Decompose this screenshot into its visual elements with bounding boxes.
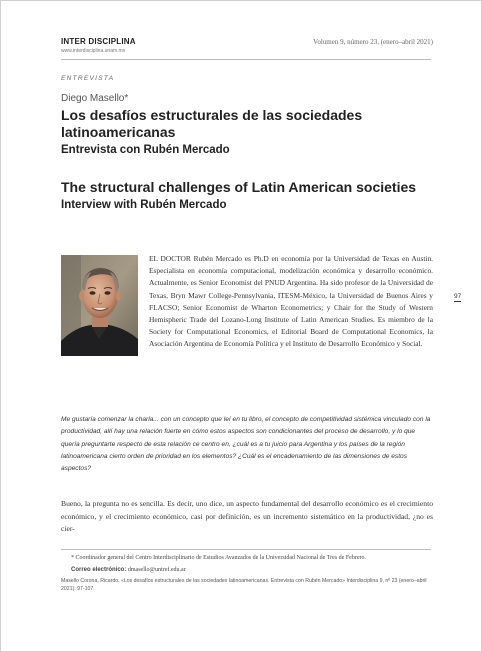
bio-paragraph xyxy=(61,253,433,359)
title-es-subtitle: Entrevista con Rubén Mercado xyxy=(61,144,230,156)
journal-name: INTER DISCIPLINA xyxy=(61,37,136,46)
photo-wrap-space xyxy=(61,253,149,359)
interview-question: Me gustaría comenzar la charla... con un concepto que leí en tu libro, el concepto de competitividad sistémica vinculado con la productividad, allí hay una relación fuerte en cómo estos aspectos son condicionantes del proceso de desarrollo, y lo que quería preguntarte respecto de esta relación ce centro en, ¿cuál es a tu juicio para Argentina y los países de la región latinoamericana cierto orden de prioridad en los elementos? ¿Cuál es el encadenamiento de las dimensiones de estos aspectos? xyxy=(61,416,431,473)
footnote-email xyxy=(61,565,433,575)
title-spanish xyxy=(61,107,421,158)
interview-answer: Bueno, la pregunta no es sencilla. Es decir, uno dice, un aspecto fundamental del desarrollo económico es el crecimiento económico, y el crecimiento económico, casi por definición, es un incremento sistemático en la productividad, ¿no es cier- xyxy=(61,499,433,533)
header-divider xyxy=(61,59,431,60)
bio-text: EL DOCTOR Rubén Mercado es Ph.D en economía por la Universidad de Texas en Austin. Especialista en economía computacional, modelización económica y desarrollo económico. Actualmente, es Senior Economist del PNUD Argentina. Ha sido profesor de la Universidad de Texas, Bryn Mawr College-Pennsylvania, ITESM-México, la Universidad de Buenos Aires y FLACSO; Senior Economist de Wharton Econometrics; y Chair for the Study of Western Hemispheric Trade del Lozano-Long Institute of Latin American Studies. Es miembro de la Society for Computational Economics, el Editorial Board de Computational Economics, la Asociación Argentina de Economía Política y el Instituto de Desarrollo Económico y Social. xyxy=(149,254,433,349)
title-en-main: The structural challenges of Latin American societies xyxy=(61,179,417,195)
email-link[interactable]: dmasello@untref.edu.ar xyxy=(127,566,186,573)
journal-url: www.interdisciplina.unam.mx xyxy=(61,48,126,54)
citation: Masello Corona, Ricardo. «Los desafíos estructurales de las sociedades latinoamericanas. Entrevista con Rubén Mercado» Interdisciplina 9, nº 23 (enero–abril 2021): 97-107. xyxy=(61,577,427,592)
volume-info: Volumen 9, número 23, (enero–abril 2021) xyxy=(313,38,433,46)
title-es-main: Los desafíos estructurales de las sociedades latinoamericanas xyxy=(61,107,363,140)
footnotes xyxy=(61,554,433,593)
author-name: Diego Masello* xyxy=(61,93,129,104)
footnote-affiliation: * Coordinador general del Centro Interdisciplinario de Estudios Avanzados de la Universidad Nacional de Tres de Febrero. xyxy=(71,555,366,561)
email-label: Correo electrónico: xyxy=(71,566,127,573)
title-english xyxy=(61,179,421,213)
footnote-divider xyxy=(61,549,431,550)
page-number: 97 xyxy=(454,293,462,300)
title-en-subtitle: Interview with Rubén Mercado xyxy=(61,199,227,211)
section-label: ENTREVISTA xyxy=(61,75,115,82)
